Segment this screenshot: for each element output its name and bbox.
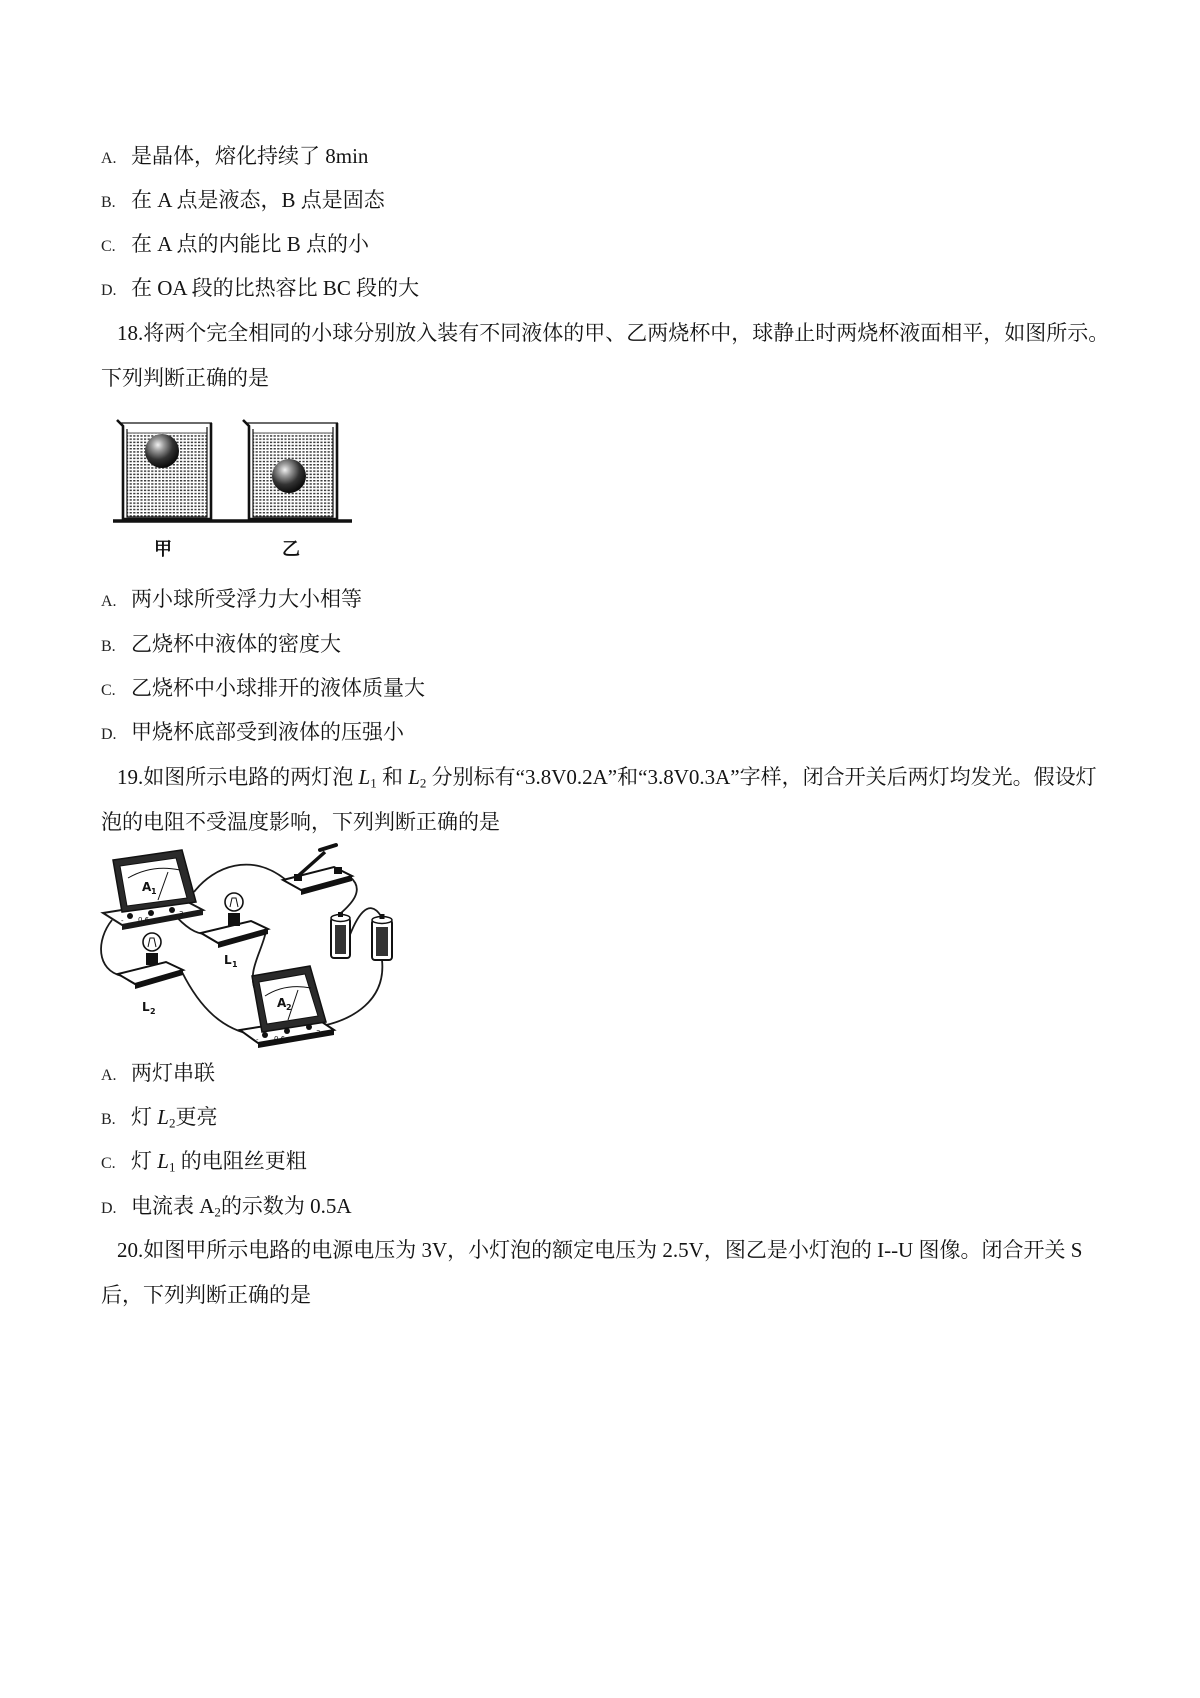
stem-text: 如图所示电路的两灯泡: [143, 765, 359, 789]
question-number: 20.: [117, 1238, 144, 1262]
option-letter: C.: [101, 682, 116, 699]
knife-switch: [283, 845, 352, 895]
lamp-l2-bulb: [143, 933, 161, 951]
lamp-l1-subscript: 1: [168, 1159, 176, 1175]
lamp-l2-socket: [146, 953, 158, 965]
option-text: 在 A 点是液态，B 点是固态: [131, 188, 385, 212]
q17-option-d: [101, 274, 419, 302]
q17-option-c: [101, 230, 369, 258]
option-text: 在 A 点的内能比 B 点的小: [131, 232, 370, 256]
lamp-l1-subscript: 1: [370, 775, 377, 791]
option-text: 在 OA 段的比热容比 BC 段的大: [131, 276, 420, 300]
beaker-yi: [243, 420, 338, 519]
q18-option-b: [101, 630, 341, 658]
lamp-l1-symbol: L: [157, 1149, 169, 1173]
stem-text: 下列判断正确的是: [101, 366, 269, 390]
lamp-l2-label-subscript: 2: [150, 1007, 156, 1016]
q19-option-a: [101, 1059, 215, 1087]
beaker-jia: [117, 420, 212, 519]
ammeter-a1: [103, 850, 203, 930]
option-text: 两灯串联: [131, 1061, 215, 1085]
option-letter: D.: [101, 726, 117, 743]
q19-option-b: [101, 1103, 217, 1131]
option-letter: C.: [101, 238, 116, 255]
q18-option-c: [101, 674, 425, 702]
question-number: 19.: [117, 765, 144, 789]
switch-handle: [320, 845, 336, 850]
option-text: 灯: [131, 1149, 158, 1173]
option-text: 两小球所受浮力大小相等: [131, 587, 362, 611]
option-text: 电流表: [131, 1194, 200, 1218]
battery-1: [331, 912, 350, 958]
stem-text: 分别标有“3.8V0.2A”和“3.8V0.3A”字样，闭合开关后两灯均发光。假设灯: [426, 765, 1097, 789]
wire-ammeter1-to-lamp2: [101, 920, 122, 976]
option-text: 的电阻丝更粗: [175, 1149, 307, 1173]
option-text: 是晶体，熔化持续了 8min: [131, 144, 369, 168]
lamp-l2-subscript: 2: [168, 1115, 176, 1131]
lamp-l2-subscript: 2: [419, 775, 427, 791]
option-letter: D.: [101, 1200, 117, 1217]
q17-option-a: [101, 142, 368, 170]
q18-option-a: [101, 585, 362, 613]
beaker-jia-label: 甲: [154, 539, 172, 560]
stem-text: 如图甲所示电路的电源电压为 3V，小灯泡的额定电压为 2.5V，图乙是小灯泡的 I--U 图像。闭合开关 S: [143, 1238, 1083, 1262]
beaker-yi-label: 乙: [282, 539, 300, 560]
ball-jia: [145, 434, 179, 468]
option-letter: B.: [101, 1111, 116, 1128]
ammeter-a1-dial: [120, 858, 187, 906]
q19-stem-line2: [101, 808, 500, 836]
lamp-l2-label: L: [142, 1000, 150, 1014]
option-text: 甲烧杯底部受到液体的压强小: [131, 720, 404, 744]
option-text: 的示数为 0.5A: [220, 1194, 352, 1218]
ammeter-a2-terminal-label: -: [256, 1036, 259, 1044]
option-letter: C.: [101, 1155, 116, 1172]
ammeter-a1-terminal-label: 3: [179, 910, 184, 918]
stem-text: 将两个完全相同的小球分别放入装有不同液体的甲、乙两烧杯中，球静止时两烧杯液面相平，如图所示。: [143, 321, 1110, 345]
wire-ammeter1-to-switch: [194, 865, 286, 892]
wire-lamp2-to-ammeter2: [182, 972, 264, 1036]
lamp-l1-label-subscript: 1: [232, 960, 238, 969]
circuit-figure: [96, 838, 402, 1052]
q19-option-d: [101, 1192, 352, 1220]
ammeter-a1-terminal-3: [169, 907, 175, 913]
ammeter-a2-symbol: A: [199, 1194, 215, 1218]
ammeter-a1-label: A: [142, 880, 152, 894]
option-letter: A.: [101, 1067, 117, 1084]
lamp-l2-symbol: L: [157, 1105, 169, 1129]
q18-stem-line1: [117, 319, 1109, 347]
battery-2: [372, 914, 392, 960]
ammeter-a2-terminal-label: 3: [316, 1029, 321, 1037]
q20-stem-line1: [117, 1236, 1082, 1264]
lamp-l1-symbol: L: [358, 765, 371, 789]
ammeter-a1-terminal-negative: [127, 913, 133, 919]
battery-1-cap: [338, 912, 343, 917]
q19-stem-line1: [117, 763, 1097, 791]
switch-clip: [334, 867, 342, 874]
battery-2-cap: [380, 914, 385, 919]
option-letter: B.: [101, 194, 116, 211]
ammeter-a2-subscript: 2: [214, 1204, 221, 1220]
q17-option-b: [101, 186, 385, 214]
q18-stem-line2: [101, 364, 269, 392]
ammeter-a1-terminal-label: 0.6: [138, 916, 150, 924]
stem-text: 和: [376, 765, 409, 789]
q18-option-d: [101, 718, 404, 746]
ammeter-a2-label-subscript: 2: [286, 1003, 292, 1012]
ball-yi: [272, 459, 306, 493]
lamp-l1-bulb: [225, 893, 243, 911]
ammeter-a2: [240, 966, 334, 1048]
option-letter: B.: [101, 638, 116, 655]
option-text: 灯: [131, 1105, 158, 1129]
option-text: 乙烧杯中液体的密度大: [131, 632, 341, 656]
lamp-l1-socket: [228, 913, 240, 926]
battery-1-core: [335, 925, 346, 954]
option-text: 乙烧杯中小球排开的液体质量大: [131, 676, 425, 700]
q20-stem-line2: [101, 1281, 311, 1309]
ammeter-a2-terminal-negative: [262, 1032, 268, 1038]
lamp-l1-label: L: [224, 953, 232, 967]
ammeter-a2-terminal-0-6: [284, 1028, 290, 1034]
ammeter-a2-terminal-label: 0.6: [274, 1035, 286, 1043]
ammeter-a1-label-subscript: 1: [151, 887, 157, 896]
lamp-l2-symbol: L: [408, 765, 420, 789]
lamp-l2: [118, 933, 183, 1016]
ammeter-a2-label: A: [277, 996, 287, 1010]
beakers-figure: [105, 412, 360, 562]
question-number: 18.: [117, 321, 144, 345]
option-letter: A.: [101, 593, 117, 610]
q19-option-c: [101, 1147, 307, 1175]
stem-text: 后，下列判断正确的是: [101, 1283, 311, 1307]
stem-text: 泡的电阻不受温度影响，下列判断正确的是: [101, 810, 500, 834]
option-text: 更亮: [175, 1105, 218, 1129]
ammeter-a2-terminal-3: [306, 1024, 312, 1030]
ammeter-a1-terminal-label: -: [121, 917, 124, 925]
option-letter: D.: [101, 282, 117, 299]
option-letter: A.: [101, 150, 117, 167]
battery-2-core: [376, 927, 388, 956]
